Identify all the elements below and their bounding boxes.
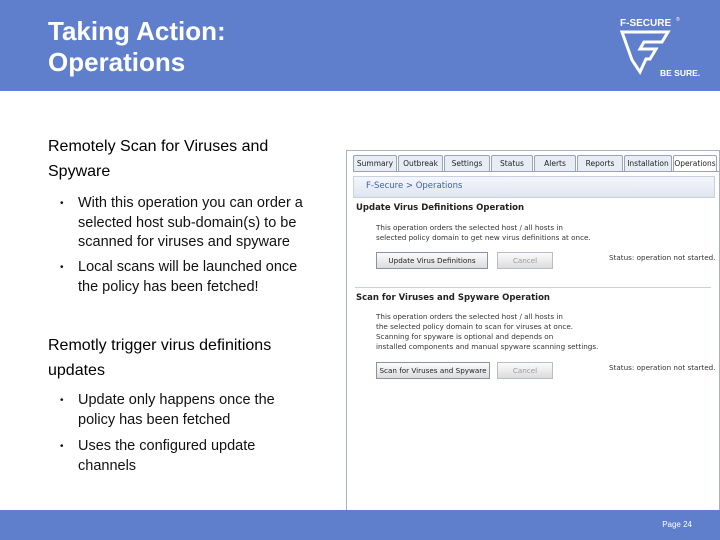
logo-slogan: BE SURE.	[660, 68, 701, 78]
tab-underline	[353, 171, 719, 172]
header-bar	[0, 0, 720, 91]
update-section-title: Update Virus Definitions Operation	[356, 203, 525, 213]
update-section-description: This operation orders the selected host / all hosts in selected policy domain to get new virus definitions at once.	[376, 223, 591, 242]
bullet-glyph: •	[60, 395, 64, 406]
update-virus-definitions-button[interactable]: Update Virus Definitions	[376, 252, 488, 269]
tab-alerts[interactable]: Alerts	[534, 155, 576, 171]
bullet-item: • Update only happens once the policy has been fetched	[60, 392, 275, 428]
bullet-glyph: •	[60, 441, 64, 452]
tab-installation[interactable]: Installation	[624, 155, 672, 171]
scan-status-text: Status: operation not started.	[609, 363, 716, 372]
page-number: Page 24	[662, 520, 692, 529]
title-line-2: Operations	[48, 47, 186, 77]
bullet-glyph: •	[60, 262, 64, 273]
scan-section-description: This operation orders the selected host / all hosts in the selected policy domain to scan for viruses at once. Scanning for spyware is optional and depends on installed components and manual spyware scanning settings.	[376, 312, 599, 351]
update-status-text: Status: operation not started.	[609, 253, 716, 262]
slide-title	[48, 16, 226, 78]
operations-screenshot	[346, 150, 720, 512]
bullet-item: • Local scans will be launched once the policy has been fetched!	[60, 259, 298, 295]
tab-status[interactable]: Status	[491, 155, 533, 171]
footer-bar	[0, 510, 720, 540]
f-secure-logo	[610, 12, 714, 84]
title-line-1: Taking Action:	[48, 16, 226, 46]
tab-summary[interactable]: Summary	[353, 155, 397, 171]
tab-settings[interactable]: Settings	[444, 155, 490, 171]
section-heading-scan: Remotely Scan for Viruses and Spyware	[48, 138, 269, 180]
breadcrumb-text[interactable]: F-Secure > Operations	[366, 181, 463, 191]
tab-outbreak[interactable]: Outbreak	[398, 155, 443, 171]
bullet-item: • Uses the configured update channels	[60, 438, 256, 474]
bullet-item: • With this operation you can order a selected host sub-domain(s) to be scanned for viruses and spyware	[60, 195, 303, 250]
tab-operations[interactable]: Operations	[673, 155, 717, 172]
logo-shield	[622, 32, 668, 72]
section-heading-update: Remotly trigger virus definitions updates	[48, 337, 272, 379]
cancel-update-button[interactable]: Cancel	[497, 252, 553, 269]
tab-reports[interactable]: Reports	[577, 155, 623, 171]
bullet-glyph: •	[60, 198, 64, 209]
logo-text: F-SECURE	[620, 18, 672, 29]
logo-trademark: ®	[676, 17, 680, 23]
scan-section-title: Scan for Viruses and Spyware Operation	[356, 293, 550, 303]
cancel-scan-button[interactable]: Cancel	[497, 362, 553, 379]
scan-viruses-spyware-button[interactable]: Scan for Viruses and Spyware	[376, 362, 490, 379]
breadcrumb	[353, 176, 715, 198]
section-divider	[355, 287, 711, 288]
